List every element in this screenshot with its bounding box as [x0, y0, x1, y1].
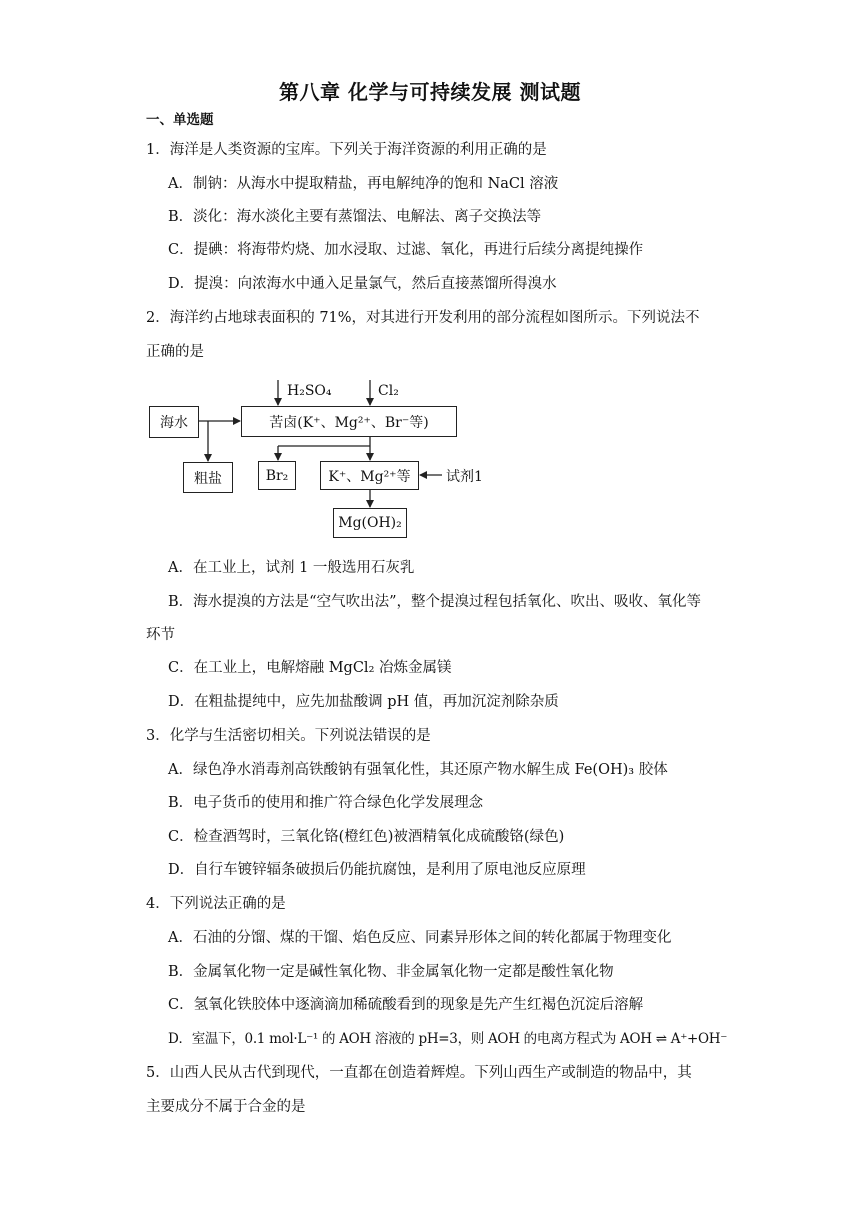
- br2-box: Br₂: [258, 461, 296, 490]
- reagent-1-label: 试剂1: [446, 469, 483, 485]
- question-1-stem: 1．海洋是人类资源的宝库。下列关于海洋资源的利用正确的是: [146, 142, 547, 158]
- question-4-stem: 4．下列说法正确的是: [146, 896, 286, 912]
- question-3-option-b: B．电子货币的使用和推广符合绿色化学发展理念: [168, 795, 484, 811]
- brine-box: 苦卤(K⁺、Mg²⁺、Br⁻等): [241, 406, 457, 437]
- question-2-stem-line-2: 正确的是: [146, 344, 204, 360]
- question-3-stem: 3．化学与生活密切相关。下列说法错误的是: [146, 728, 431, 744]
- question-1-option-b: B．淡化：海水淡化主要有蒸馏法、电解法、离子交换法等: [168, 209, 542, 225]
- question-2-option-d: D．在粗盐提纯中，应先加盐酸调 pH 值，再加沉淀剂除杂质: [168, 694, 559, 710]
- question-3-option-a: A．绿色净水消毒剂高铁酸钠有强氧化性，其还原产物水解生成 Fe(OH)₃ 胶体: [168, 762, 668, 778]
- question-2-stem-line-1: 2．海洋约占地球表面积的 71%，对其进行开发利用的部分流程如图所示。下列说法不: [146, 310, 700, 326]
- seawater-box: 海水: [149, 406, 199, 438]
- flow-diagram-arrows: [0, 0, 860, 560]
- question-3-option-d: D．自行车镀锌辐条破损后仍能抗腐蚀，是利用了原电池反应原理: [168, 862, 586, 878]
- section-heading: 一、单选题: [146, 112, 214, 128]
- crude-salt-box: 粗盐: [183, 462, 233, 493]
- k-mg-box: K⁺、Mg²⁺等: [320, 461, 419, 490]
- question-4-option-a: A．石油的分馏、煤的干馏、焰色反应、同素异形体之间的转化都属于物理变化: [168, 930, 672, 946]
- question-4-option-b: B．金属氧化物一定是碱性氧化物、非金属氧化物一定都是酸性氧化物: [168, 964, 614, 980]
- question-1-option-c: C．提碘：将海带灼烧、加水浸取、过滤、氧化，再进行后续分离提纯操作: [168, 242, 644, 258]
- mgoh2-box: Mg(OH)₂: [333, 508, 407, 538]
- h2so4-label: H₂SO₄: [287, 383, 332, 399]
- question-2-option-b-line-2: 环节: [146, 627, 175, 643]
- question-4-option-d: D．室温下，0.1 mol·L⁻¹ 的 AOH 溶液的 pH=3，则 AOH 的电离方程式为 AOH ⇌ A⁺+OH⁻: [168, 1031, 728, 1047]
- question-3-option-c: C．检查酒驾时，三氧化铬(橙红色)被酒精氧化成硫酸铬(绿色): [168, 829, 565, 845]
- page-title: 第八章 化学与可持续发展 测试题: [279, 80, 581, 104]
- cl2-label: Cl₂: [378, 383, 399, 399]
- question-1-option-d: D．提溴：向浓海水中通入足量氯气，然后直接蒸馏所得溴水: [168, 276, 557, 292]
- question-4-option-c: C．氢氧化铁胶体中逐滴滴加稀硫酸看到的现象是先产生红褐色沉淀后溶解: [168, 997, 644, 1013]
- question-2-option-b-line-1: B．海水提溴的方法是“空气吹出法”，整个提溴过程包括氧化、吹出、吸收、氧化等: [168, 594, 701, 610]
- question-5-stem-line-1: 5．山西人民从古代到现代，一直都在创造着辉煌。下列山西生产或制造的物品中，其: [146, 1065, 692, 1081]
- question-1-option-a: A．制钠：从海水中提取精盐，再电解纯净的饱和 NaCl 溶液: [168, 176, 559, 192]
- question-5-stem-line-2: 主要成分不属于合金的是: [146, 1099, 306, 1115]
- question-2-option-a: A．在工业上，试剂 1 一般选用石灰乳: [168, 560, 415, 576]
- question-2-option-c: C．在工业上，电解熔融 MgCl₂ 冶炼金属镁: [168, 660, 452, 676]
